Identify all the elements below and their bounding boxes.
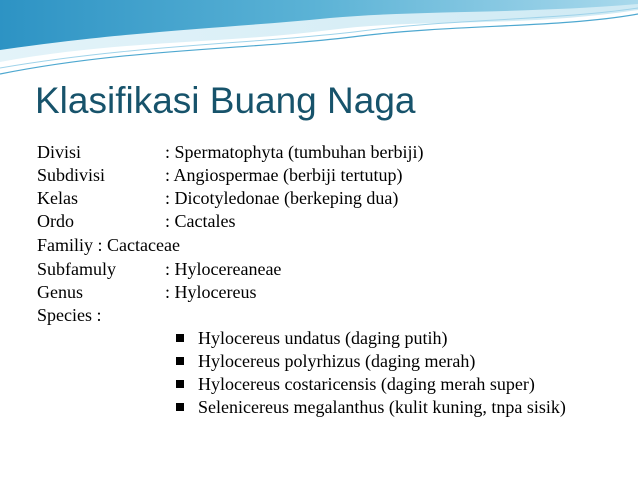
species-name: Selenicereus megalanthus (kulit kuning, tnpa sisik) [198,397,566,417]
taxonomy-label: Subdivisi [37,165,106,185]
square-bullet-icon [176,380,184,388]
species-name: Hylocereus undatus (daging putih) [198,328,448,348]
header-wave-decoration [0,0,638,80]
taxonomy-value: : Dicotyledonae (berkeping dua) [165,188,399,208]
square-bullet-icon [176,334,184,342]
taxonomy-value: : Hylocereus [165,282,257,302]
taxonomy-value: : Spermatophyta (tumbuhan berbiji) [165,142,424,162]
taxonomy-row-kelas [37,187,398,209]
taxonomy-label: Kelas [37,188,78,208]
taxonomy-label: Ordo [37,211,74,231]
taxonomy-label: Familiy : Cactaceae [37,235,180,255]
taxonomy-value: : Hylocereaneae [165,259,282,279]
species-label: Species : [37,305,102,325]
page-title: Klasifikasi Buang Naga [35,80,416,121]
taxonomy-row-genus [37,281,256,303]
taxonomy-row-subdivisi [37,164,402,186]
taxonomy-label: Divisi [37,142,82,162]
taxonomy-value: : Cactales [165,211,236,231]
taxonomy-row-divisi [37,141,423,163]
taxonomy-row-subfamuly [37,258,281,280]
taxonomy-row-familiy [37,234,180,256]
taxonomy-value: : Angiospermae (berbiji tertutup) [165,165,403,185]
taxonomy-label: Subfamuly [37,259,116,279]
square-bullet-icon [176,357,184,365]
species-name: Hylocereus costaricensis (daging merah super) [198,374,535,394]
taxonomy-row-ordo [37,210,235,232]
square-bullet-icon [176,403,184,411]
taxonomy-label: Genus [37,282,83,302]
species-name: Hylocereus polyrhizus (daging merah) [198,351,476,371]
